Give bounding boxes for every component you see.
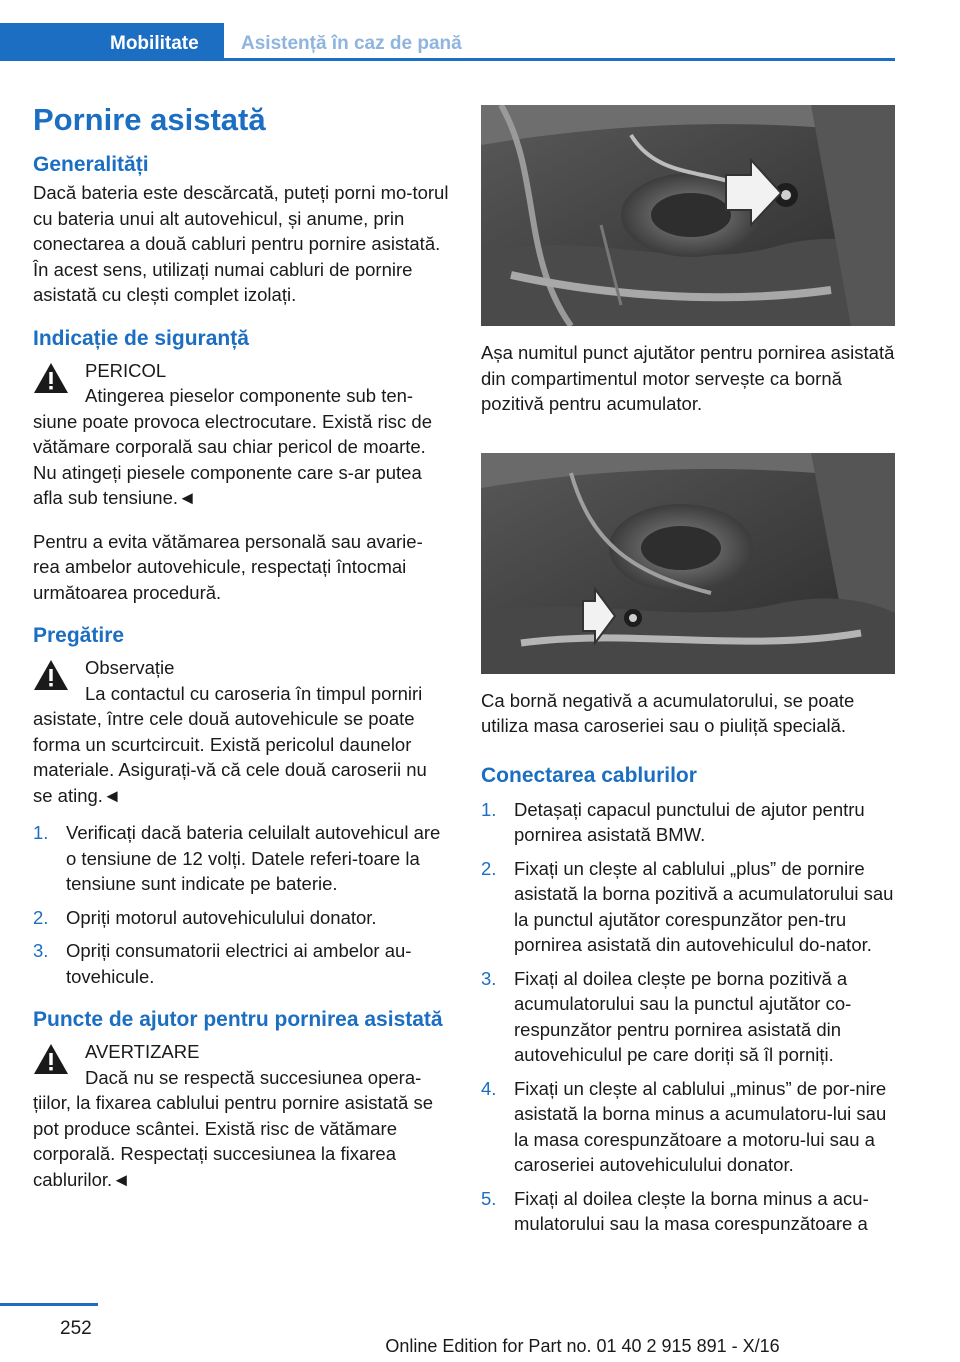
page-number: 252 [60,1318,92,1339]
warning-notice [33,1039,449,1192]
note-text-first: La contactul cu caroseria în timpul porniri [85,682,423,704]
warning-text-rest: țiilor, la fixarea cablului pentru pornire asistată se pot produce scântei. Există risc de vătămare corporală. Respectați succesiunea la fixarea cablurilor.◄ [33,1092,434,1190]
engine-photo-positive [481,105,895,326]
page-title: Pornire asistată [33,102,266,137]
caption-negative: Ca bornă negativă a acumulatorului, se poate utiliza masa caroseriei sau o piuliță specială. [481,689,855,736]
caption-positive: Așa numitul punct ajutător pentru pornirea asistată din compartimentul motor servește ca bornă pozitivă pentru acumulator. [481,342,895,414]
list-item: 1. Verificați dacă bateria celuilalt autovehicul are o tensiune de 12 volți. Datele referi-toare la tensiune sunt indicate pe baterie. [33,822,441,894]
note-text-rest: asistate, între cele două autovehicule se poate forma un scurtcircuit. Există pericolul daunelor materiale. Asigurați-vă că cele două caroserii nu se ating.◄ [33,708,427,806]
list-item: 5. Fixați al doilea clește la borna minus a acu-mulatorului sau la masa corespunzătoare a [481,1187,869,1234]
list-item: 3. Opriți consumatorii electrici ai ambelor au-tovehicule. [33,940,412,987]
tab-mobilitate[interactable]: Mobilitate [0,23,224,61]
header-rule [0,58,895,61]
connect-heading: Conectarea cablurilor [481,763,697,787]
safety-heading: Indicație de siguranță [33,326,249,350]
warning-triangle-icon [33,659,69,691]
general-heading: Generalități [33,153,149,176]
list-item: 1. Detașați capacul punctului de ajutor pentru pornirea asistată BMW. [481,798,865,845]
prep-heading: Pregătire [33,624,125,647]
warning-text-first: Dacă nu se respectă succesiunea opera- [85,1066,422,1088]
list-item: 2. Fixați un clește al cablului „plus” de pornire asistată la borna pozitivă a acumulatorului sau la punctul ajutător corespunzător pen-tru pornirea asistată din autovehiculul do-nator. [481,857,894,955]
warning-triangle-icon [33,362,69,394]
note-notice [33,655,449,808]
left-column [33,100,449,1192]
danger-label: PERICOL [85,359,167,381]
general-text: Dacă bateria este descărcată, puteți porni mo-torul cu bateria unui alt autovehicul, și anume, prin conectarea a două cabluri pentru pornire asistată. În acest sens, utilizați numai cabluri de pornire asistată cu clești complet izolați. [33,182,449,305]
list-item: 2. Opriți motorul autovehiculului donator. [33,906,377,928]
points-heading: Puncte de ajutor pentru pornirea asistată [33,1008,443,1031]
footer-rule [0,1303,98,1306]
list-item: 3. Fixați al doilea clește pe borna pozitivă a acumulatorului sau la punctul ajutător co-respunzător pentru pornirea asistată din autovehiculul pe care doriți să îl porniți. [481,967,852,1065]
tab-asistenta[interactable]: Asistență în caz de pană [241,33,462,54]
danger-text-first: Atingerea pieselor componente sub ten- [85,385,414,406]
note-label: Observație [85,657,175,678]
warning-label: AVERTIZARE [85,1041,200,1062]
danger-text-rest: siune poate provoca electrocutare. Există risc de vătămare corporală sau chiar pericol de moarte. Nu atingeți piesele componente care s-ar putea afla sub tensiune.◄ [33,410,432,508]
connect-steps-list [481,797,897,1237]
right-column [481,105,897,1245]
avoid-text: Pentru a evita vătămarea personală sau avarie-rea ambelor autovehicule, respectați întocmai următoarea procedură. [33,530,423,603]
list-item: 4. Fixați un clește al cablului „minus” de por-nire asistată la borna minus a acumulatoru-lui sau la masa corespunzătoare a motoru-lui sau a caroseriei autovehiculului donator. [481,1077,887,1175]
warning-triangle-icon [33,1043,69,1075]
danger-notice [33,358,449,511]
online-edition-text: Online Edition for Part no. 01 40 2 915 891 - X/16 [385,1336,780,1356]
prep-steps-list [33,820,449,989]
engine-photo-negative [481,453,895,674]
